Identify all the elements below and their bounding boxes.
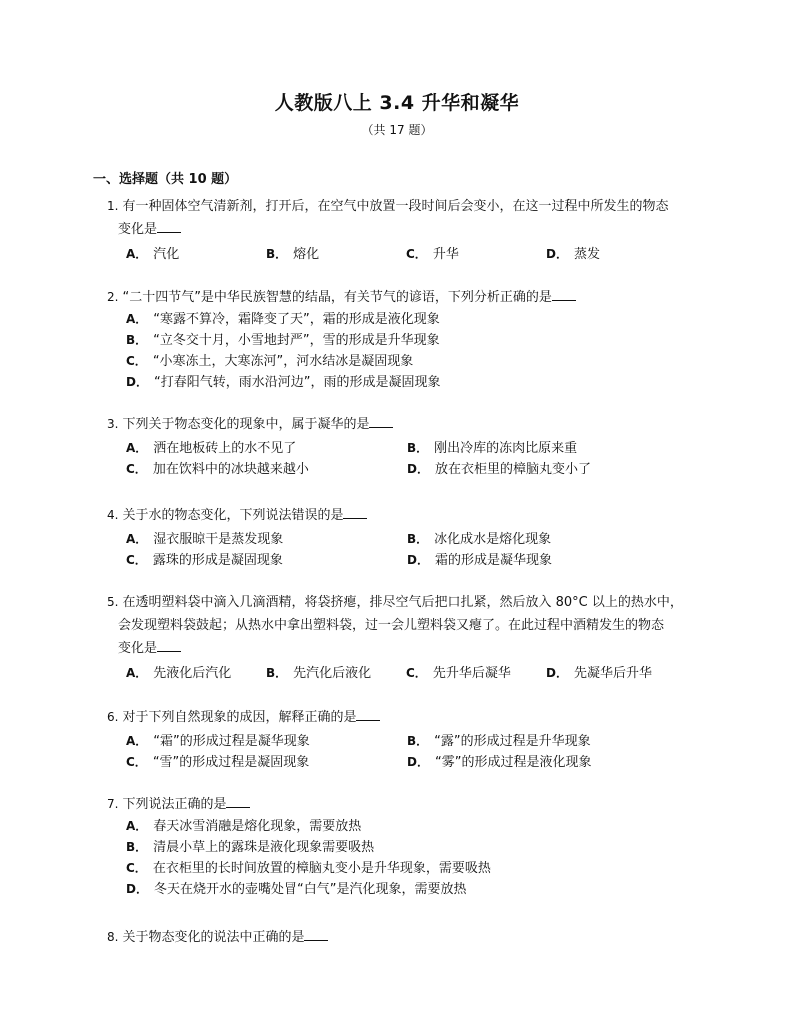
answer-blank xyxy=(226,795,250,808)
question-stem: 7. 下列说法正确的是 xyxy=(107,793,727,816)
answer-blank xyxy=(369,415,393,428)
document-title: 人教版八上 3.4 升华和凝华 xyxy=(274,92,520,114)
question-1 xyxy=(107,195,727,263)
question-count: （共 17 题） xyxy=(361,123,433,137)
option-a[interactable]: A． 湿衣服晾干是蒸发现象 xyxy=(126,532,284,547)
question-number: 7. xyxy=(107,797,119,811)
option-d[interactable]: D． 先凝华后升华 xyxy=(546,665,652,681)
option-b[interactable]: B． 刚出冷库的冻肉比原来重 xyxy=(407,441,578,456)
option-c[interactable]: C． 先升华后凝华 xyxy=(406,665,511,681)
option-d[interactable]: D． 霜的形成是凝华现象 xyxy=(407,553,552,568)
answer-blank xyxy=(157,220,181,233)
option-a[interactable]: A． 春天冰雪消融是熔化现象，需要放热 xyxy=(126,819,362,834)
option-c[interactable]: C． 升华 xyxy=(406,246,459,262)
question-number: 5. xyxy=(107,595,119,609)
option-b[interactable]: B． 熔化 xyxy=(266,246,320,262)
option-c[interactable]: C． “小寒冻土，大寒冻河”，河水结冰是凝固现象 xyxy=(126,354,414,369)
question-2 xyxy=(107,286,727,393)
option-b[interactable]: B． 冰化成水是熔化现象 xyxy=(407,532,552,547)
question-stem: 8. 关于物态变化的说法中正确的是 xyxy=(107,926,727,949)
option-d[interactable]: D． 放在衣柜里的樟脑丸变小了 xyxy=(407,462,591,477)
question-number: 3. xyxy=(107,417,119,431)
option-a[interactable]: A． 先液化后汽化 xyxy=(126,665,232,681)
option-d[interactable]: D． 蒸发 xyxy=(546,246,600,262)
question-number: 8. xyxy=(107,930,119,944)
option-d[interactable]: D． “雾”的形成过程是液化现象 xyxy=(407,755,592,770)
question-4 xyxy=(107,504,727,569)
option-b[interactable]: B． “露”的形成过程是升华现象 xyxy=(407,734,591,749)
question-stem: 5. 在透明塑料袋中滴入几滴酒精，将袋挤瘪，排尽空气后把口扎紧，然后放入 80°C 以上的热水中， 会发现塑料袋鼓起；从热水中拿出塑料袋，过一会儿塑料袋又瘪了。在此过程中酒精发生的物态 变化是 xyxy=(107,595,683,656)
option-a[interactable]: A． “寒露不算冷，霜降变了天”，霜的形成是液化现象 xyxy=(126,312,440,327)
section-title: 一、选择题（共 10 题） xyxy=(93,172,238,187)
question-number: 6. xyxy=(107,710,119,724)
question-6 xyxy=(107,706,727,771)
question-stem: 2. “二十四节气”是中华民族智慧的结晶，有关节气的谚语，下列分析正确的是 xyxy=(107,286,727,309)
question-8 xyxy=(107,926,727,949)
question-7 xyxy=(107,793,727,900)
option-c[interactable]: C． 露珠的形成是凝固现象 xyxy=(126,553,283,568)
option-a[interactable]: A． 汽化 xyxy=(126,246,180,262)
option-c[interactable]: C． 在衣柜里的长时间放置的樟脑丸变小是升华现象，需要吸热 xyxy=(126,861,491,876)
option-c[interactable]: C． “雪”的形成过程是凝固现象 xyxy=(126,755,310,770)
option-a[interactable]: A． “霜”的形成过程是凝华现象 xyxy=(126,734,310,749)
option-c[interactable]: C． 加在饮料中的冰块越来越小 xyxy=(126,462,309,477)
question-stem: 6. 对于下列自然现象的成因，解释正确的是 xyxy=(107,706,727,729)
question-number: 1. xyxy=(107,199,119,213)
question-stem: 4. 关于水的物态变化，下列说法错误的是 xyxy=(107,504,727,527)
option-b[interactable]: B． “立冬交十月，小雪地封严”，雪的形成是升华现象 xyxy=(126,333,440,348)
answer-blank xyxy=(552,288,576,301)
options xyxy=(107,660,727,682)
answer-blank xyxy=(343,506,367,519)
option-b[interactable]: B． 先汽化后液化 xyxy=(266,665,372,681)
answer-blank xyxy=(356,708,380,721)
option-d[interactable]: D． “打春阳气转，雨水沿河边”，雨的形成是凝固现象 xyxy=(126,375,441,390)
question-number: 2. xyxy=(107,290,119,304)
question-stem: 3. 下列关于物态变化的现象中，属于凝华的是 xyxy=(107,413,727,436)
options xyxy=(107,241,727,263)
question-5 xyxy=(107,591,727,682)
option-b[interactable]: B． 清晨小草上的露珠是液化现象需要吸热 xyxy=(126,840,375,855)
answer-blank xyxy=(157,639,181,652)
answer-blank xyxy=(304,928,328,941)
question-3 xyxy=(107,413,727,478)
question-number: 4. xyxy=(107,508,119,522)
question-stem: 1. 有一种固体空气清新剂，打开后，在空气中放置一段时间后会变小，在这一过程中所发生的物态 变化是 xyxy=(107,199,669,237)
option-a[interactable]: A． 洒在地板砖上的水不见了 xyxy=(126,441,297,456)
option-d[interactable]: D． 冬天在烧开水的壶嘴处冒“白气”是汽化现象，需要放热 xyxy=(126,882,467,897)
